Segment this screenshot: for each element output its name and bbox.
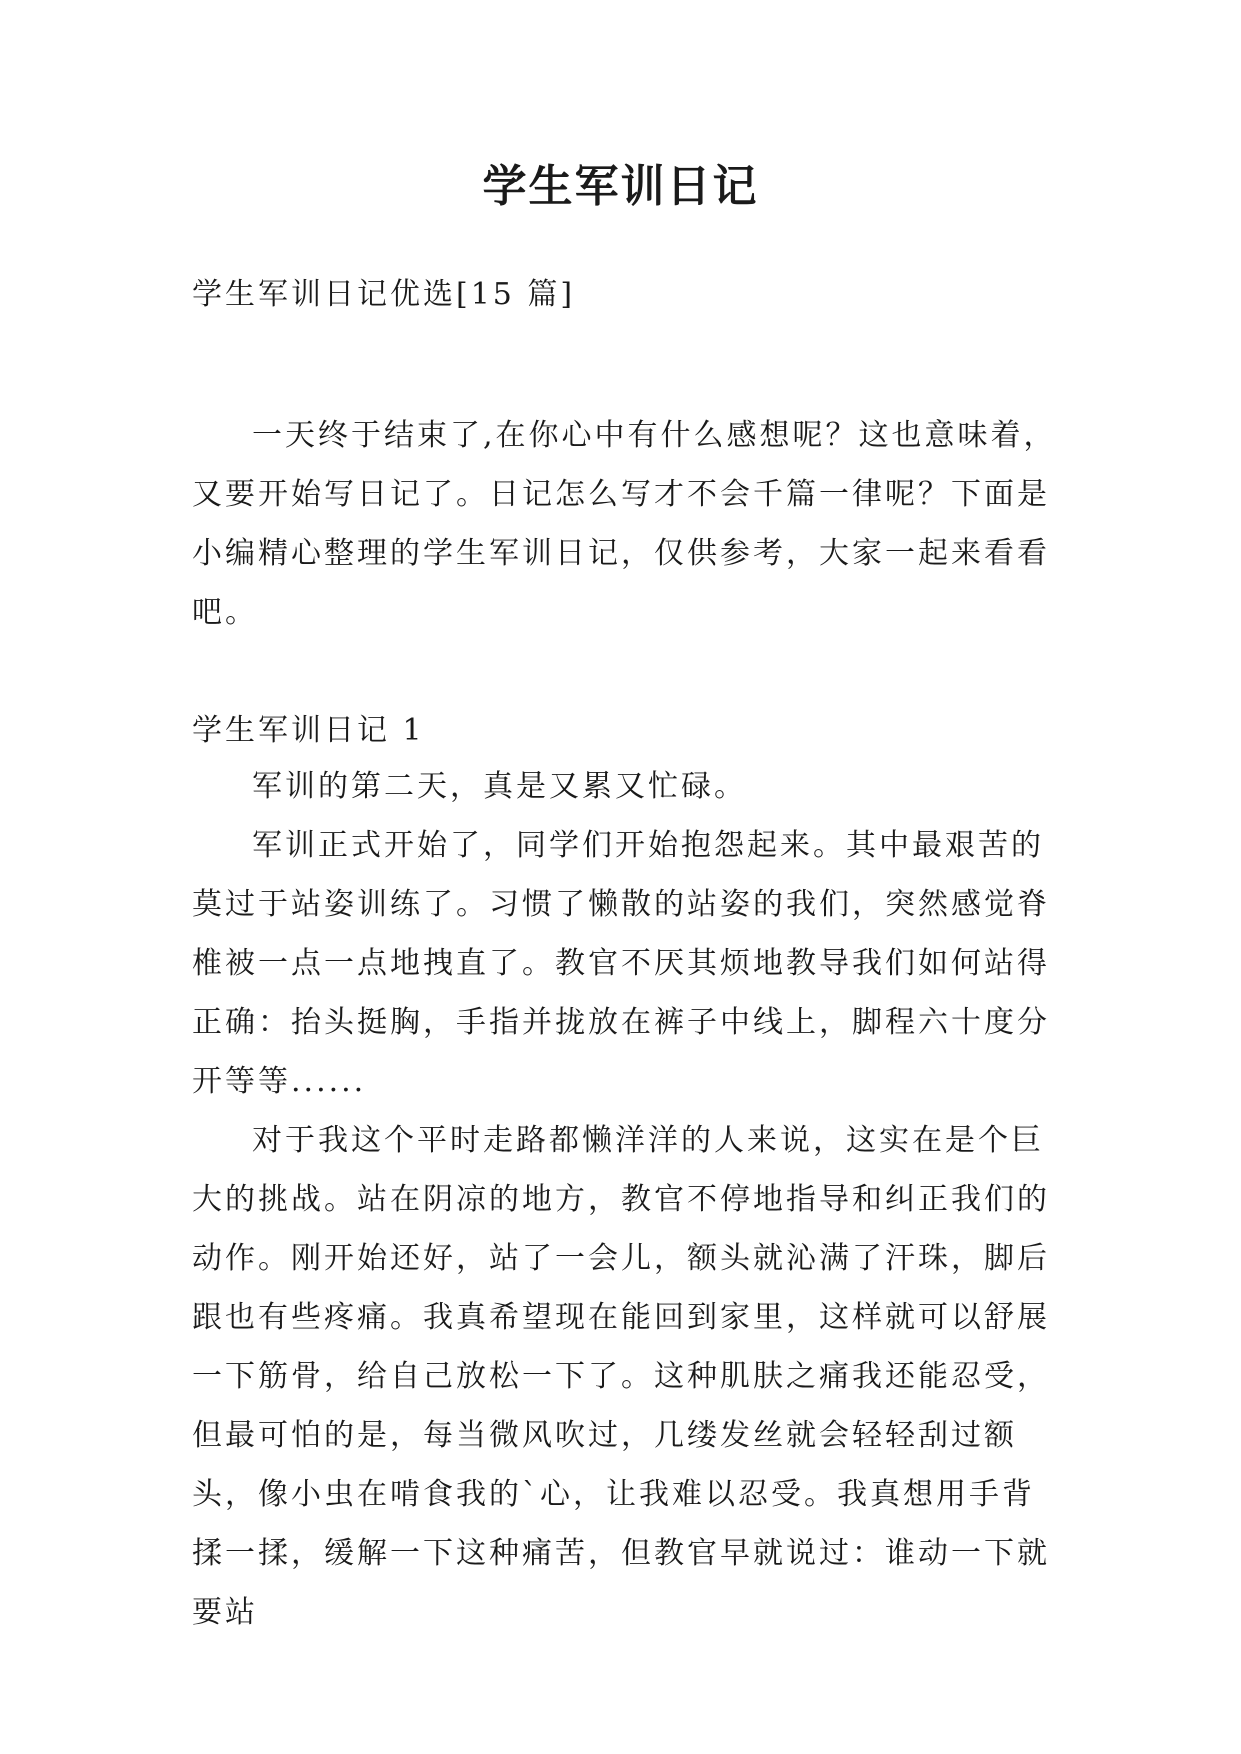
paragraph-1: 军训的第二天，真是又累又忙碌。 xyxy=(252,769,747,804)
document-subtitle: 学生军训日记优选[15 篇] xyxy=(192,277,576,312)
page-title: 学生军训日记 xyxy=(482,161,759,212)
section-heading: 学生军训日记 1 xyxy=(192,713,425,748)
section-content xyxy=(192,757,1062,1642)
intro-paragraph: 一天终于结束了,在你心中有什么感想呢？这也意味着，又要开始写日记了。日记怎么写才不会千篇一律呢？下面是小编精心整理的学生军训日记，仅供参考，大家一起来看看吧。 xyxy=(192,418,1057,630)
paragraph-3: 对于我这个平时走路都懒洋洋的人来说，这实在是个巨大的挑战。站在阴凉的地方，教官不停地指导和纠正我们的动作。刚开始还好，站了一会儿，额头就沁满了汗珠，脚后跟也有些疼痛。我真希望现在能回到家里，这样就可以舒展一下筋骨，给自己放松一下了。这种肌肤之痛我还能忍受，但最可怕的是，每当微风吹过，几缕发丝就会轻轻刮过额头，像小虫在啃食我的`心，让我难以忍受。我真想用手背揉一揉，缓解一下这种痛苦，但教官早就说过：谁动一下就要站 xyxy=(192,1123,1050,1630)
paragraph-2: 军训正式开始了，同学们开始抱怨起来。其中最艰苦的莫过于站姿训练了。习惯了懒散的站姿的我们，突然感觉脊椎被一点一点地拽直了。教官不厌其烦地教导我们如何站得正确：抬头挺胸，手指并拢放在裤子中线上，脚程六十度分开等等...... xyxy=(192,828,1050,1099)
